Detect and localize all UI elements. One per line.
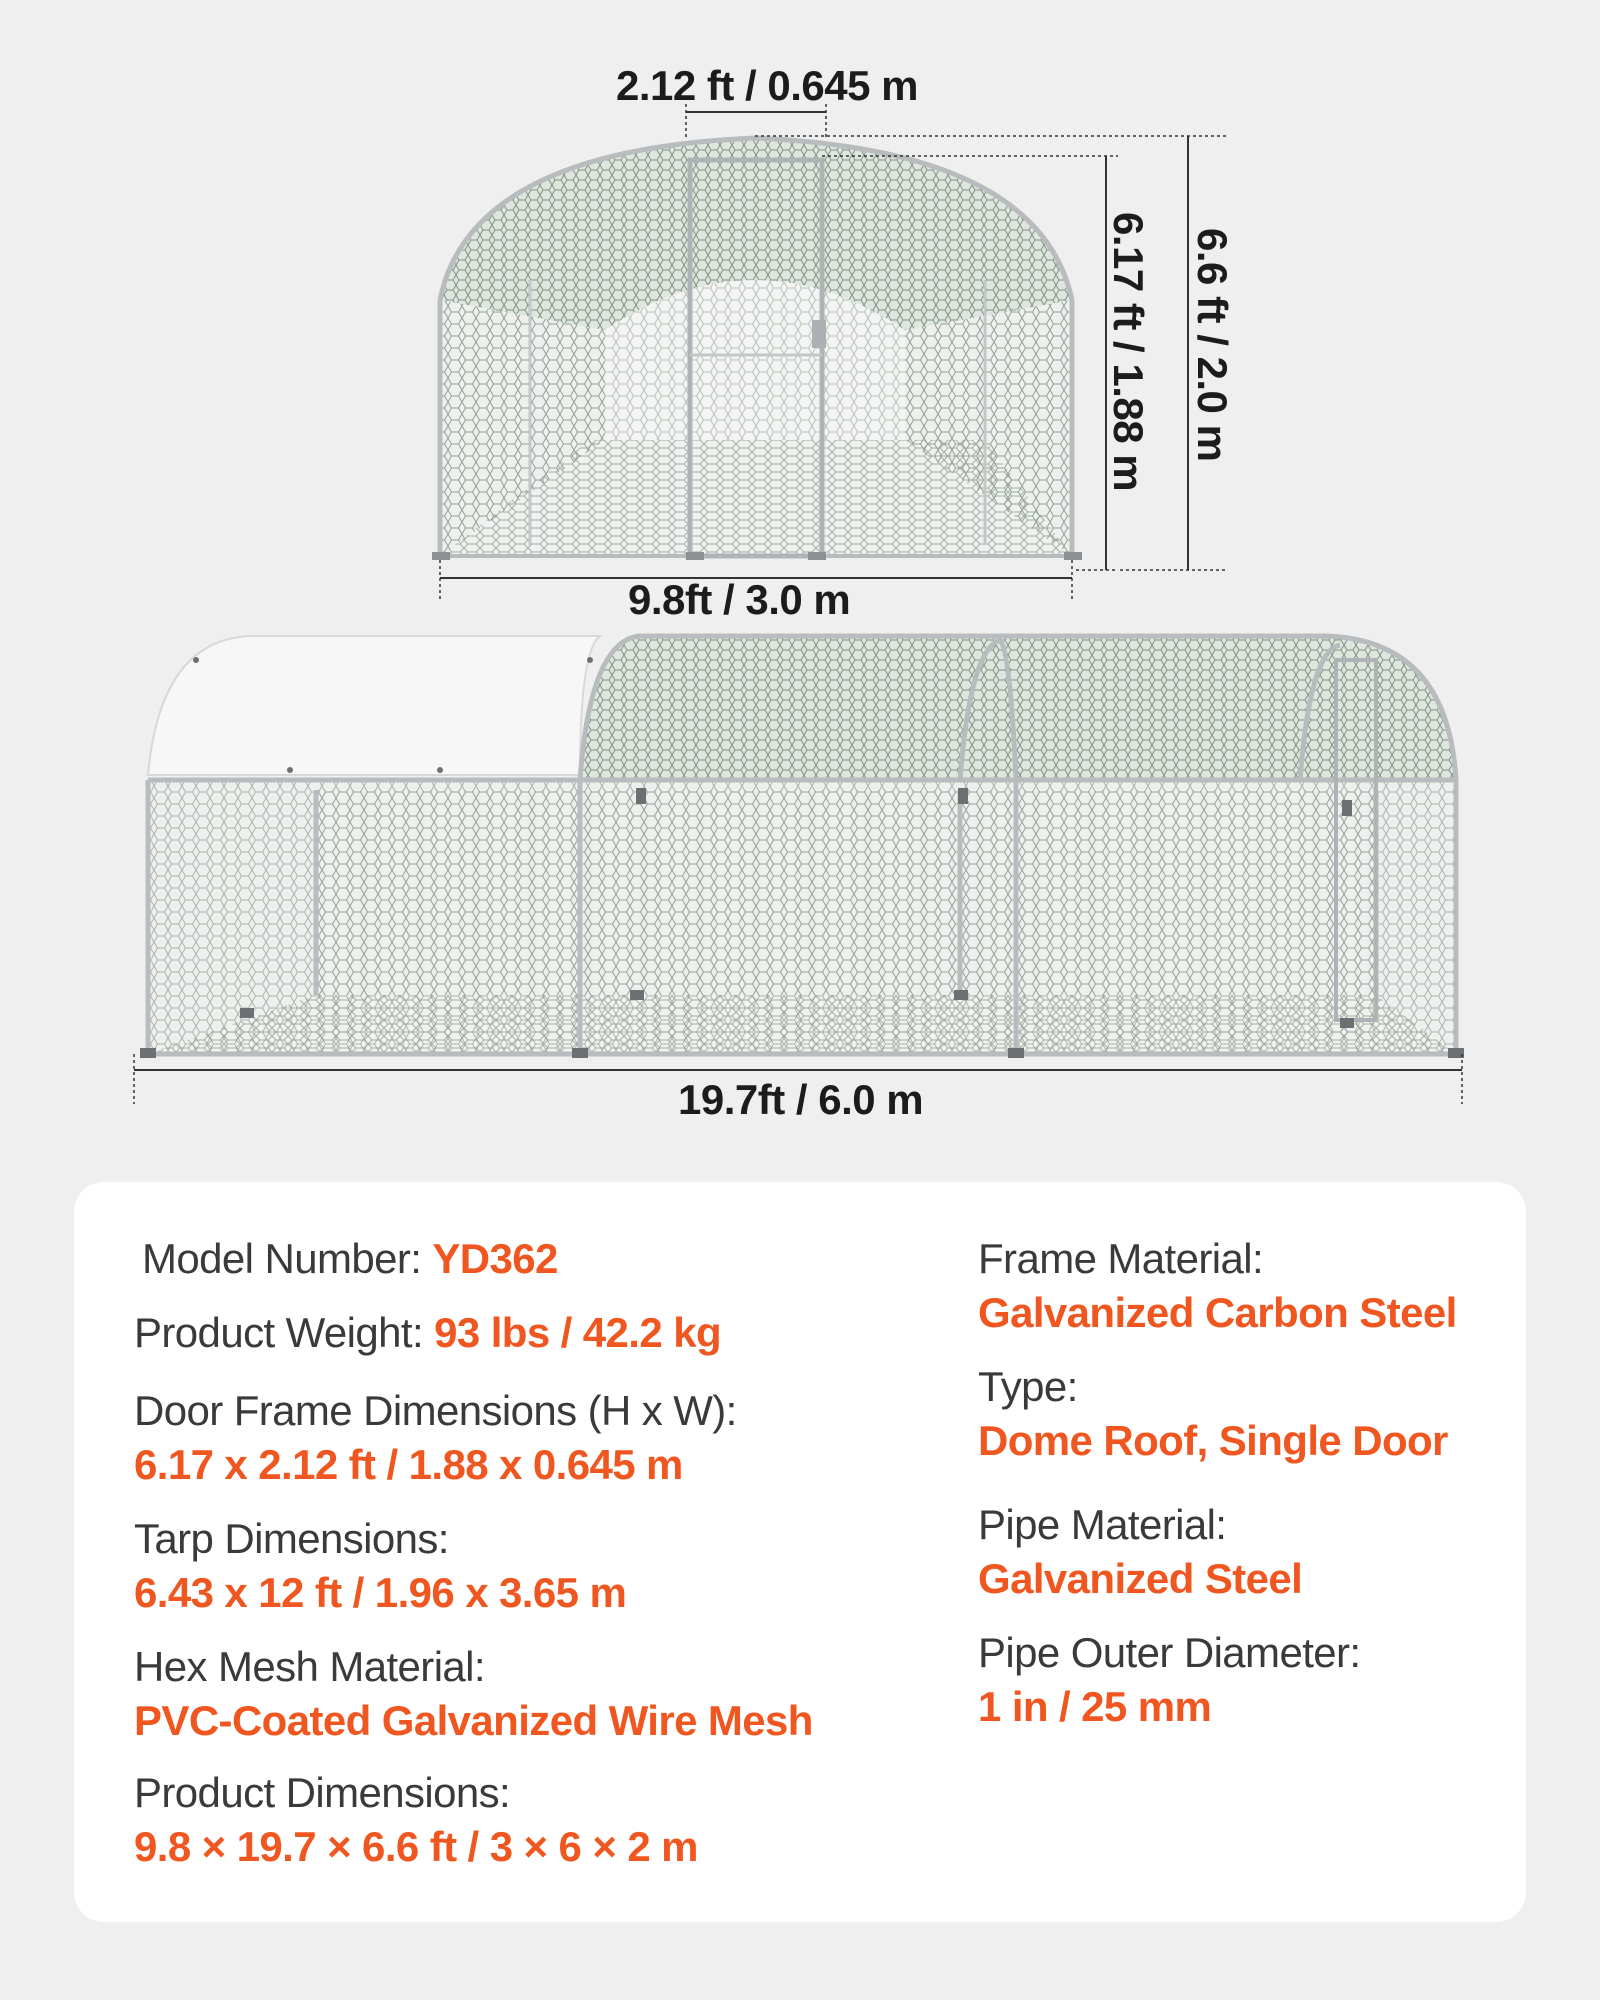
spec-label: Model Number: (142, 1235, 433, 1282)
spec-value: PVC-Coated Galvanized Wire Mesh (134, 1697, 813, 1744)
spec-label: Tarp Dimensions: (134, 1515, 449, 1562)
spec-value: Galvanized Carbon Steel (978, 1289, 1457, 1336)
spec-value: 9.8 × 19.7 × 6.6 ft / 3 × 6 × 2 m (134, 1823, 698, 1870)
spec-pipe-material (978, 1498, 1302, 1606)
spec-label: Type: (978, 1363, 1078, 1410)
spec-label: Pipe Outer Diameter: (978, 1629, 1361, 1676)
spec-type (978, 1360, 1448, 1468)
spec-door-frame-dimensions (134, 1384, 737, 1492)
spec-value: 6.43 x 12 ft / 1.96 x 3.65 m (134, 1569, 627, 1616)
spec-product-weight (134, 1306, 721, 1360)
spec-model-number (142, 1232, 558, 1286)
spec-hex-mesh-material (134, 1640, 813, 1748)
spec-product-dimensions (134, 1766, 698, 1874)
spec-label: Product Dimensions: (134, 1769, 511, 1816)
spec-value: Galvanized Steel (978, 1555, 1303, 1602)
specs-card (74, 1182, 1526, 1922)
door-width-label: 2.12 ft / 0.645 m (616, 62, 919, 109)
spec-label: Pipe Material: (978, 1501, 1227, 1548)
spec-pipe-outer-diameter (978, 1626, 1361, 1734)
spec-frame-material (978, 1232, 1457, 1340)
front-width-label: 9.8ft / 3.0 m (628, 576, 851, 623)
spec-label: Frame Material: (978, 1235, 1264, 1282)
spec-label: Product Weight: (134, 1309, 435, 1356)
front-view (432, 138, 1082, 560)
spec-value: YD362 (432, 1235, 558, 1282)
spec-tarp-dimensions (134, 1512, 626, 1620)
spec-label: Door Frame Dimensions (H x W): (134, 1387, 737, 1434)
length-label: 19.7ft / 6.0 m (678, 1076, 924, 1123)
spec-value: 1 in / 25 mm (978, 1683, 1212, 1730)
spec-value: 93 lbs / 42.2 kg (434, 1309, 722, 1356)
side-view (140, 636, 1464, 1058)
spec-value: 6.17 x 2.12 ft / 1.88 x 0.645 m (134, 1441, 683, 1488)
total-height-label: 6.6 ft / 2.0 m (1189, 228, 1236, 462)
door-height-label: 6.17 ft / 1.88 m (1105, 212, 1152, 492)
spec-label: Hex Mesh Material: (134, 1643, 485, 1690)
side-tarp (148, 636, 600, 775)
spec-value: Dome Roof, Single Door (978, 1417, 1448, 1464)
side-front-wall (148, 780, 1456, 1054)
